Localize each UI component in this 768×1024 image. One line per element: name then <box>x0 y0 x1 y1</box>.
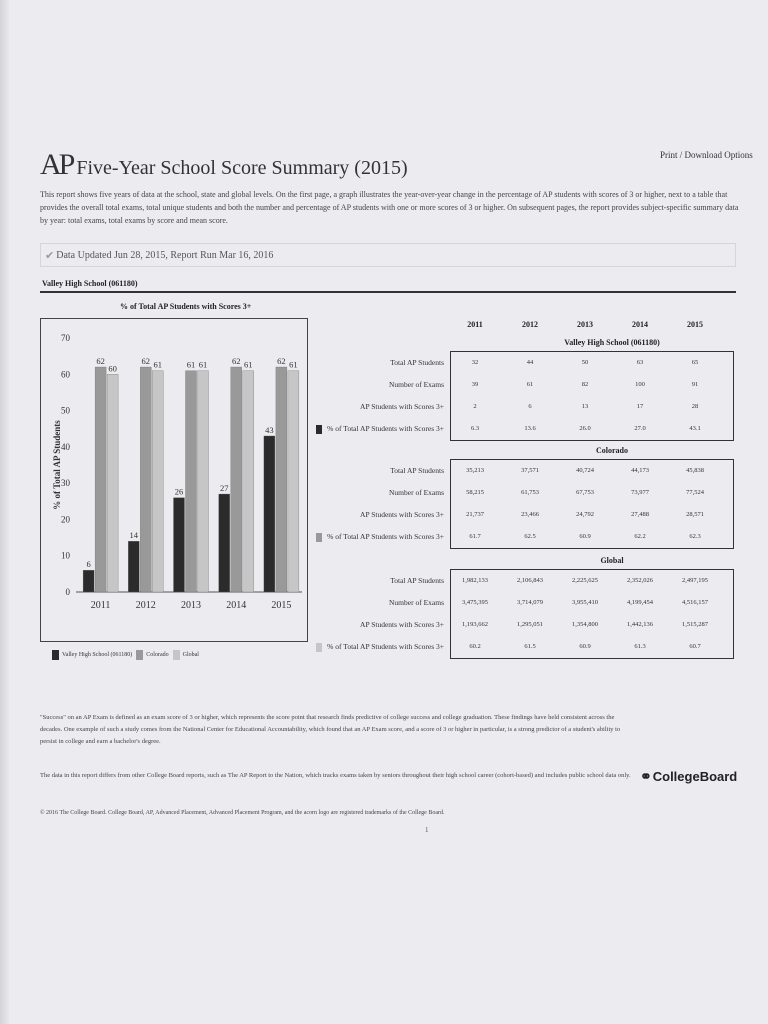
row-label: Total AP Students <box>390 576 444 585</box>
y-tick-label: 60 <box>61 369 70 380</box>
table-cell: 2,497,195 <box>682 577 708 584</box>
table-cell: 60.9 <box>579 643 591 650</box>
data-label: 60 <box>108 363 117 374</box>
table-cell: 3,475,395 <box>462 599 488 606</box>
table-cell: 21,737 <box>466 511 484 518</box>
row-label: AP Students with Scores 3+ <box>360 510 444 519</box>
table-cell: 61 <box>526 381 534 388</box>
data-label: 61 <box>198 359 208 370</box>
table-cell: 39 <box>471 381 479 388</box>
bar-2014-0 <box>219 494 230 592</box>
table-cell: 28 <box>691 403 699 410</box>
page-number: 1 <box>425 826 429 834</box>
table-cell: 1,295,051 <box>517 621 543 628</box>
legend-label: Colorado <box>146 652 169 658</box>
row-label: Total AP Students <box>390 466 444 475</box>
table-cell: 13.6 <box>524 425 536 432</box>
data-label: 43 <box>265 424 274 435</box>
table-cell: 50 <box>581 359 589 366</box>
bar-2012-2 <box>152 371 163 592</box>
table-cell: 28,571 <box>686 511 704 518</box>
table-cell: 2,106,843 <box>517 577 543 584</box>
table-cell: 82 <box>581 381 589 388</box>
row-label: AP Students with Scores 3+ <box>360 620 444 629</box>
table-cell: 45,838 <box>686 467 704 474</box>
x-tick-label: 2014 <box>226 600 247 611</box>
table-cell: 60.9 <box>579 533 591 540</box>
acorn-icon: ⚭ <box>640 768 652 784</box>
data-label: 62 <box>231 356 241 367</box>
table-cell: 27,488 <box>631 511 649 518</box>
table-cell: 32 <box>471 359 479 366</box>
table-cell: 60.7 <box>689 643 701 650</box>
bar-2013-0 <box>174 498 185 592</box>
data-updated-bar <box>40 243 736 267</box>
chart-title: % of Total AP Students with Scores 3+ <box>120 302 252 311</box>
year-header: 2011 <box>467 320 483 329</box>
table-cell: 23,466 <box>521 511 539 518</box>
row-color-swatch <box>316 643 322 652</box>
table-cell: 73,977 <box>631 489 649 496</box>
y-tick-label: 50 <box>61 405 70 416</box>
table-cell: 24,792 <box>576 511 594 518</box>
data-label: 62 <box>96 356 105 367</box>
table-cell: 2,352,026 <box>627 577 653 584</box>
table-cell: 62.3 <box>689 533 701 540</box>
collegeboard-logo <box>640 768 737 785</box>
table-cell: 6 <box>528 403 532 410</box>
x-tick-label: 2011 <box>90 600 111 611</box>
y-tick-label: 70 <box>61 333 70 343</box>
table-cell: 1,193,662 <box>462 621 488 628</box>
table-cell: 65 <box>691 359 699 366</box>
data-label: 61 <box>186 359 196 370</box>
table-cell: 17 <box>636 403 644 410</box>
table-cell: 2 <box>473 403 477 410</box>
y-tick-label: 0 <box>65 587 70 597</box>
table-cell: 13 <box>581 403 589 410</box>
row-color-swatch <box>316 425 322 434</box>
section-header: Colorado <box>596 446 628 455</box>
bar-2011-1 <box>95 367 106 592</box>
row-label: AP Students with Scores 3+ <box>360 402 444 411</box>
table-cell: 100 <box>635 381 645 388</box>
table-cell: 61.5 <box>524 643 536 650</box>
collegeboard-wordmark: CollegeBoard <box>652 769 738 784</box>
row-label: Number of Exams <box>389 380 444 389</box>
legend-label: Valley High School (061180) <box>62 652 133 658</box>
data-label: 62 <box>277 356 286 367</box>
bar-2011-2 <box>107 374 118 592</box>
legend-label: Global <box>182 652 199 658</box>
row-label: Total AP Students <box>390 358 444 367</box>
table-cell: 58,215 <box>466 489 484 496</box>
table-cell: 61.3 <box>634 643 646 650</box>
section-header: Global <box>600 556 624 565</box>
report-header <box>40 148 408 182</box>
table-cell: 26.0 <box>579 425 591 432</box>
row-label: Number of Exams <box>389 598 444 607</box>
data-label: 27 <box>219 483 229 494</box>
summary-table <box>312 316 742 666</box>
legend-swatch <box>173 650 180 660</box>
bar-2013-1 <box>186 371 197 592</box>
year-header: 2012 <box>522 320 538 329</box>
data-label: 61 <box>153 359 163 370</box>
y-tick-label: 10 <box>61 550 70 561</box>
data-updated-text: Data Updated Jun 28, 2015, Report Run Mar 16, 2016 <box>56 249 274 261</box>
data-label: 14 <box>129 530 139 541</box>
table-cell: 62.5 <box>524 533 536 540</box>
row-label: % of Total AP Students with Scores 3+ <box>327 532 444 541</box>
x-tick-label: 2012 <box>135 600 156 611</box>
table-cell: 6.3 <box>470 425 480 432</box>
table-cell: 40,724 <box>576 467 594 474</box>
row-label: Number of Exams <box>389 488 444 497</box>
data-label: 62 <box>141 356 151 367</box>
table-cell: 44 <box>526 359 534 366</box>
row-label: % of Total AP Students with Scores 3+ <box>327 424 444 433</box>
table-cell: 1,354,800 <box>572 621 598 628</box>
data-label: 26 <box>174 486 184 497</box>
row-color-swatch <box>316 533 322 542</box>
school-name: Valley High School (061180) <box>42 279 138 288</box>
bar-2012-1 <box>140 367 151 592</box>
data-note: The data in this report differs from other College Board reports, such as The AP Report to the Nation, which tracks exams taken by seniors throughout their high school career (cohort-based) and includes public school data only. <box>40 772 631 779</box>
year-header: 2014 <box>632 320 648 329</box>
bar-2011-0 <box>83 570 94 592</box>
table-cell: 35,213 <box>466 467 484 474</box>
data-label: 6 <box>86 559 91 570</box>
table-cell: 60.2 <box>469 643 481 650</box>
year-header: 2013 <box>577 320 593 329</box>
table-cell: 37,571 <box>521 467 539 474</box>
table-cell: 61.7 <box>469 533 481 540</box>
table-cell: 27.0 <box>634 425 646 432</box>
section-header: Valley High School (061180) <box>564 338 660 347</box>
x-tick-label: 2015 <box>271 600 292 611</box>
table-cell: 1,442,136 <box>627 621 653 628</box>
data-label: 61 <box>289 359 298 370</box>
table-cell: 43.1 <box>689 425 701 432</box>
table-cell: 61,753 <box>521 489 539 496</box>
year-header: 2015 <box>687 320 703 329</box>
table-cell: 67,753 <box>576 489 594 496</box>
table-cell: 1,515,287 <box>682 621 708 628</box>
ap-logo: AP <box>40 148 73 181</box>
bar-2013-2 <box>198 371 209 592</box>
y-tick-label: 30 <box>61 478 70 489</box>
x-tick-label: 2013 <box>181 600 201 611</box>
copyright: © 2016 The College Board. College Board, AP, Advanced Placement, Advanced Placement Program, and the acorn logo are registered trademarks of the College Board. <box>40 810 445 816</box>
y-tick-label: 40 <box>61 441 70 452</box>
table-cell: 77,524 <box>686 489 704 496</box>
table-cell: 2,225,625 <box>572 577 598 584</box>
legend-swatch <box>52 650 59 660</box>
table-cell: 63 <box>636 359 644 366</box>
footnote: "Success" on an AP Exam is defined as an exam score of 3 or higher, which represents the score point that research finds predictive of college success and college graduation. These findings have held consistent across the decades. One example of such a study comes from the National Center for Educational Accountability, which found that an AP Exam score, and a score of 3 or higher in particular, is a strong predictor of a student's ability to persist in college and earn a bachelor's degree. <box>40 714 621 745</box>
table-cell: 1,982,133 <box>462 577 488 584</box>
chart-legend <box>48 650 199 660</box>
table-cell: 62.2 <box>634 533 646 540</box>
table-cell: 3,955,410 <box>572 599 598 606</box>
scan-edge <box>0 0 9 1024</box>
intro-text: This report shows five years of data at the school, state and global levels. On the first page, a graph illustrates the year-over-year change in the percentage of AP students with scores of 3 or higher, next to a table that provides the overall total exams, total unique students and both the number and percentage of AP students with one or more scores of 3 or higher. On subsequent pages, the report provides subject-specific summary data by year: total exams, total exams by score and mean score. <box>40 190 739 225</box>
table-cell: 3,714,079 <box>517 599 543 606</box>
bar-2012-0 <box>128 541 139 592</box>
y-tick-label: 20 <box>61 514 70 525</box>
table-cell: 4,199,454 <box>627 599 653 606</box>
divider <box>40 291 736 293</box>
legend-swatch <box>136 650 143 660</box>
table-cell: 4,516,157 <box>682 599 708 606</box>
page-title: Five-Year School Score Summary (2015) <box>76 157 408 179</box>
data-label: 61 <box>243 359 253 370</box>
bar-2014-1 <box>231 367 242 592</box>
y-axis-label: % of Total AP Students <box>52 420 62 510</box>
check-icon: ✔ <box>45 249 55 262</box>
row-label: % of Total AP Students with Scores 3+ <box>327 642 444 651</box>
table-cell: 44,173 <box>631 467 649 474</box>
print-download-link[interactable]: Print / Download Options <box>660 150 753 160</box>
bar-2015-1 <box>276 367 287 592</box>
bar-2014-2 <box>243 371 254 592</box>
table-cell: 91 <box>691 381 699 388</box>
